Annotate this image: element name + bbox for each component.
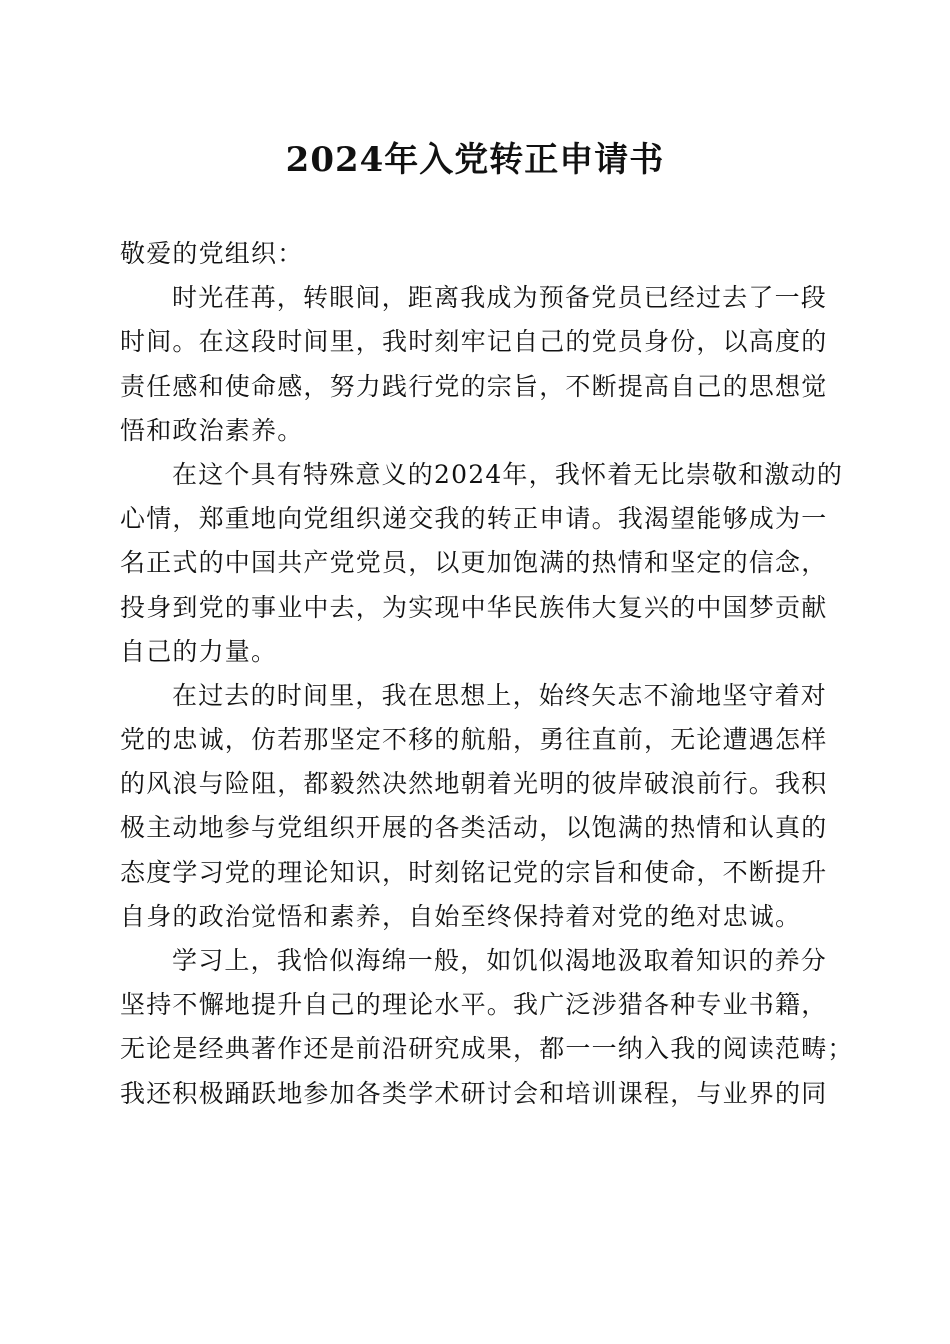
paragraph-line: 极主动地参与党组织开展的各类活动，以饱满的热情和认真的 [120,813,828,843]
paragraph-line: 悟和政治素养。 [120,415,304,445]
paragraph-line: 责任感和使命感，努力践行党的宗旨，不断提高自己的思想觉 [120,371,828,401]
paragraph-1 [120,276,832,453]
salutation: 敬爱的党组织： [120,239,304,268]
paragraph-line: 学习上，我恰似海绵一般，如饥似渴地汲取着知识的养分 [172,946,828,975]
document-title: 2024年入党转正申请书 [285,140,665,180]
paragraph-line: 投身到党的事业中去，为实现中华民族伟大复兴的中国梦贡献 [120,592,828,622]
paragraph-line: 自己的力量。 [120,636,278,666]
paragraph-line: 名正式的中国共产党党员，以更加饱满的热情和坚定的信念， [120,548,828,578]
paragraph-line: 在这个具有特殊意义的2024年，我怀着无比崇敬和激动的 [172,459,844,489]
paragraph-line: 我还积极踊跃地参加各类学术研讨会和培训课程，与业界的同 [120,1078,828,1108]
paragraph-line: 坚持不懈地提升自己的理论水平。我广泛涉猎各种专业书籍， [120,990,828,1020]
paragraph-line: 自身的政治觉悟和素养，自始至终保持着对党的绝对忠诚。 [120,901,802,931]
paragraph-4 [120,939,854,1116]
paragraph-2 [120,453,844,674]
paragraph-3 [120,674,832,939]
paragraph-line: 态度学习党的理论知识，时刻铭记党的宗旨和使命，不断提升 [120,857,828,887]
paragraph-line: 党的忠诚，仿若那坚定不移的航船，勇往直前，无论遭遇怎样 [120,725,828,755]
paragraph-line: 心情，郑重地向党组织递交我的转正申请。我渴望能够成为一 [120,504,828,534]
paragraph-line: 时间。在这段时间里，我时刻牢记自己的党员身份，以高度的 [120,327,828,357]
paragraph-line: 的风浪与险阻，都毅然决然地朝着光明的彼岸破浪前行。我积 [120,769,828,799]
paragraph-line: 时光荏苒，转眼间，距离我成为预备党员已经过去了一段 [172,283,828,313]
document-body [120,232,854,1116]
paragraph-line: 无论是经典著作还是前沿研究成果，都一一纳入我的阅读范畴； [120,1034,854,1064]
paragraph-line: 在过去的时间里，我在思想上，始终矢志不渝地坚守着对 [172,680,828,710]
